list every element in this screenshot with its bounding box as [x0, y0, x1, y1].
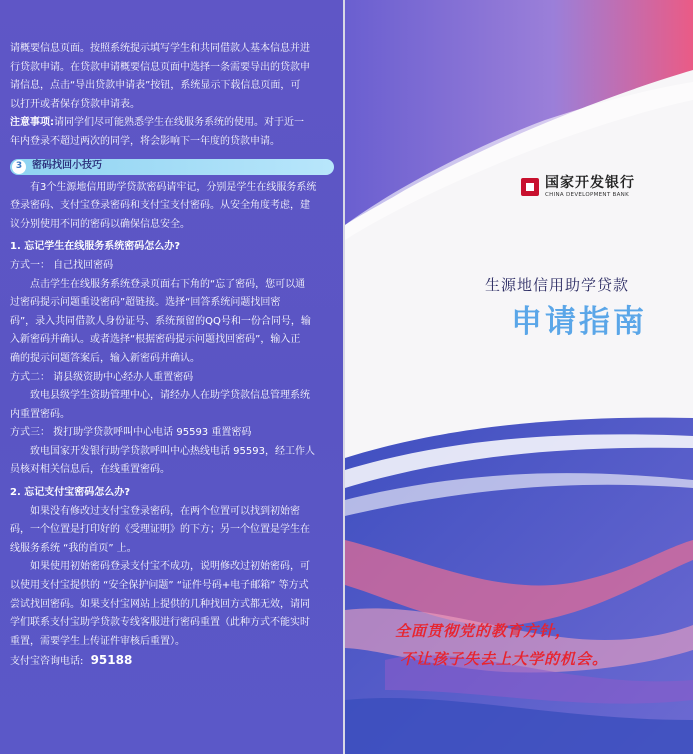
text-line: 请信息，点击“导出贷款申请表”按钮，系统显示下载信息页面，可: [10, 80, 301, 92]
text-line: 登录密码、支付宝登录密码和支付宝支付密码。从安全角度考虑，建: [10, 200, 310, 212]
slogan-line-2: 不让孩子失去上大学的机会。: [400, 650, 609, 668]
section-number-badge: 3: [12, 160, 26, 174]
method-2-label: 方式二： 请县级资助中心经办人重置密码: [10, 371, 194, 383]
phone-number: 95188: [90, 653, 133, 668]
note-paragraph: [10, 114, 334, 151]
section-title: 密码找回小技巧: [32, 160, 102, 172]
text-line: 以打开或者保存贷款申请表。: [10, 98, 140, 110]
text-line: 入新密码并确认。或者选择“根据密码提示问题找回密码”，输入正: [10, 334, 301, 346]
text-line: 确的提示问题答案后，输入新密码并确认。: [10, 352, 200, 364]
bank-logo: [521, 175, 635, 199]
text-line: 点击学生在线服务系统登录页面右下角的“忘了密码，您可以通: [30, 278, 306, 290]
method-1-label: 方式一： 自己找回密码: [10, 259, 114, 271]
text-line: 尝试找回密码。如果支付宝网站上提供的几种找回方式都无效，请同: [10, 598, 310, 610]
note-label: 注意事项:: [10, 117, 54, 129]
slogan-line-1: 全面贯彻党的教育方针，: [395, 622, 572, 640]
text-line: 学们联系支付宝助学贷款专线客服进行密码重置（此种方式不能实时: [10, 617, 310, 629]
bank-logo-icon: [521, 178, 539, 196]
method-3-text: [10, 443, 334, 480]
left-panel-content: [10, 40, 334, 672]
text-line: 请同学们尽可能熟悉学生在线服务系统的使用。对于近一: [54, 117, 304, 129]
text-line: 如果使用初始密码登录支付宝不成功，说明修改过初始密码，可: [30, 561, 310, 573]
cover-panel: [345, 0, 693, 754]
text-line: 如果没有修改过支付宝登录密码，在两个位置可以找到初始密: [30, 505, 300, 517]
question-2-followup: [10, 558, 334, 651]
text-line: 码，一个位置是打印好的《受理证明》的下方；另一个位置是学生在: [10, 524, 310, 536]
bank-name-cn: 国家开发银行: [545, 175, 635, 191]
bank-name-en: CHINA DEVELOPMENT BANK: [545, 192, 629, 198]
text-line: 年内登录不超过两次的同学，将会影响下一年度的贷款申请。: [10, 135, 280, 147]
text-line: 员核对相关信息后，在线重置密码。: [10, 464, 170, 476]
text-line: 线服务系统 “我的首页” 上。: [10, 542, 137, 554]
cover-subtitle: 生源地信用助学贷款: [485, 276, 630, 294]
question-2-title: 2. 忘记支付宝密码怎么办?: [10, 487, 131, 499]
cover-title: 申请指南: [511, 304, 647, 340]
alipay-phone: [10, 651, 334, 672]
text-line: 致电国家开发银行助学贷款呼叫中心热线电话 95593，经工作人: [30, 445, 315, 457]
text-line: 过密码提示问题重设密码”超链接。选择“回答系统问题找回密: [10, 297, 281, 309]
question-2-text: [10, 503, 334, 559]
text-line: 重置，需要学生上传证件审核后重置）。: [10, 635, 185, 647]
text-line: 码”，录入共同借款人身份证号、系统预留的QQ号和一份合同号，输: [10, 315, 311, 327]
text-line: 行贷款申请。在贷款申请概要信息页面中选择一条需要导出的贷款申: [10, 61, 310, 73]
text-line: 内重置密码。: [10, 408, 70, 420]
question-1-title: 1. 忘记学生在线服务系统密码怎么办?: [10, 241, 181, 253]
text-line: 以使用支付宝提供的 “安全保护问题” “证件号码+电子邮箱” 等方式: [10, 580, 309, 592]
text-line: 有3个生源地信用助学贷款密码请牢记，分别是学生在线服务系统: [30, 181, 317, 193]
method-2-text: [10, 387, 334, 424]
intro-paragraph: [10, 40, 334, 114]
section-intro: [10, 179, 334, 235]
method-1-text: [10, 276, 334, 369]
method-3-label: 方式三： 拨打助学贷款呼叫中心电话 95593 重置密码: [10, 427, 252, 439]
text-line: 致电县级学生资助管理中心，请经办人在助学贷款信息管理系统: [30, 390, 310, 402]
phone-label: 支付宝咨询电话:: [10, 656, 84, 668]
text-line: 请概要信息页面。按照系统提示填写学生和共同借款人基本信息并进: [10, 43, 310, 54]
left-panel: [0, 0, 343, 754]
text-line: 议分别使用不同的密码以确保信息安全。: [10, 218, 190, 230]
section-header: [10, 159, 334, 175]
